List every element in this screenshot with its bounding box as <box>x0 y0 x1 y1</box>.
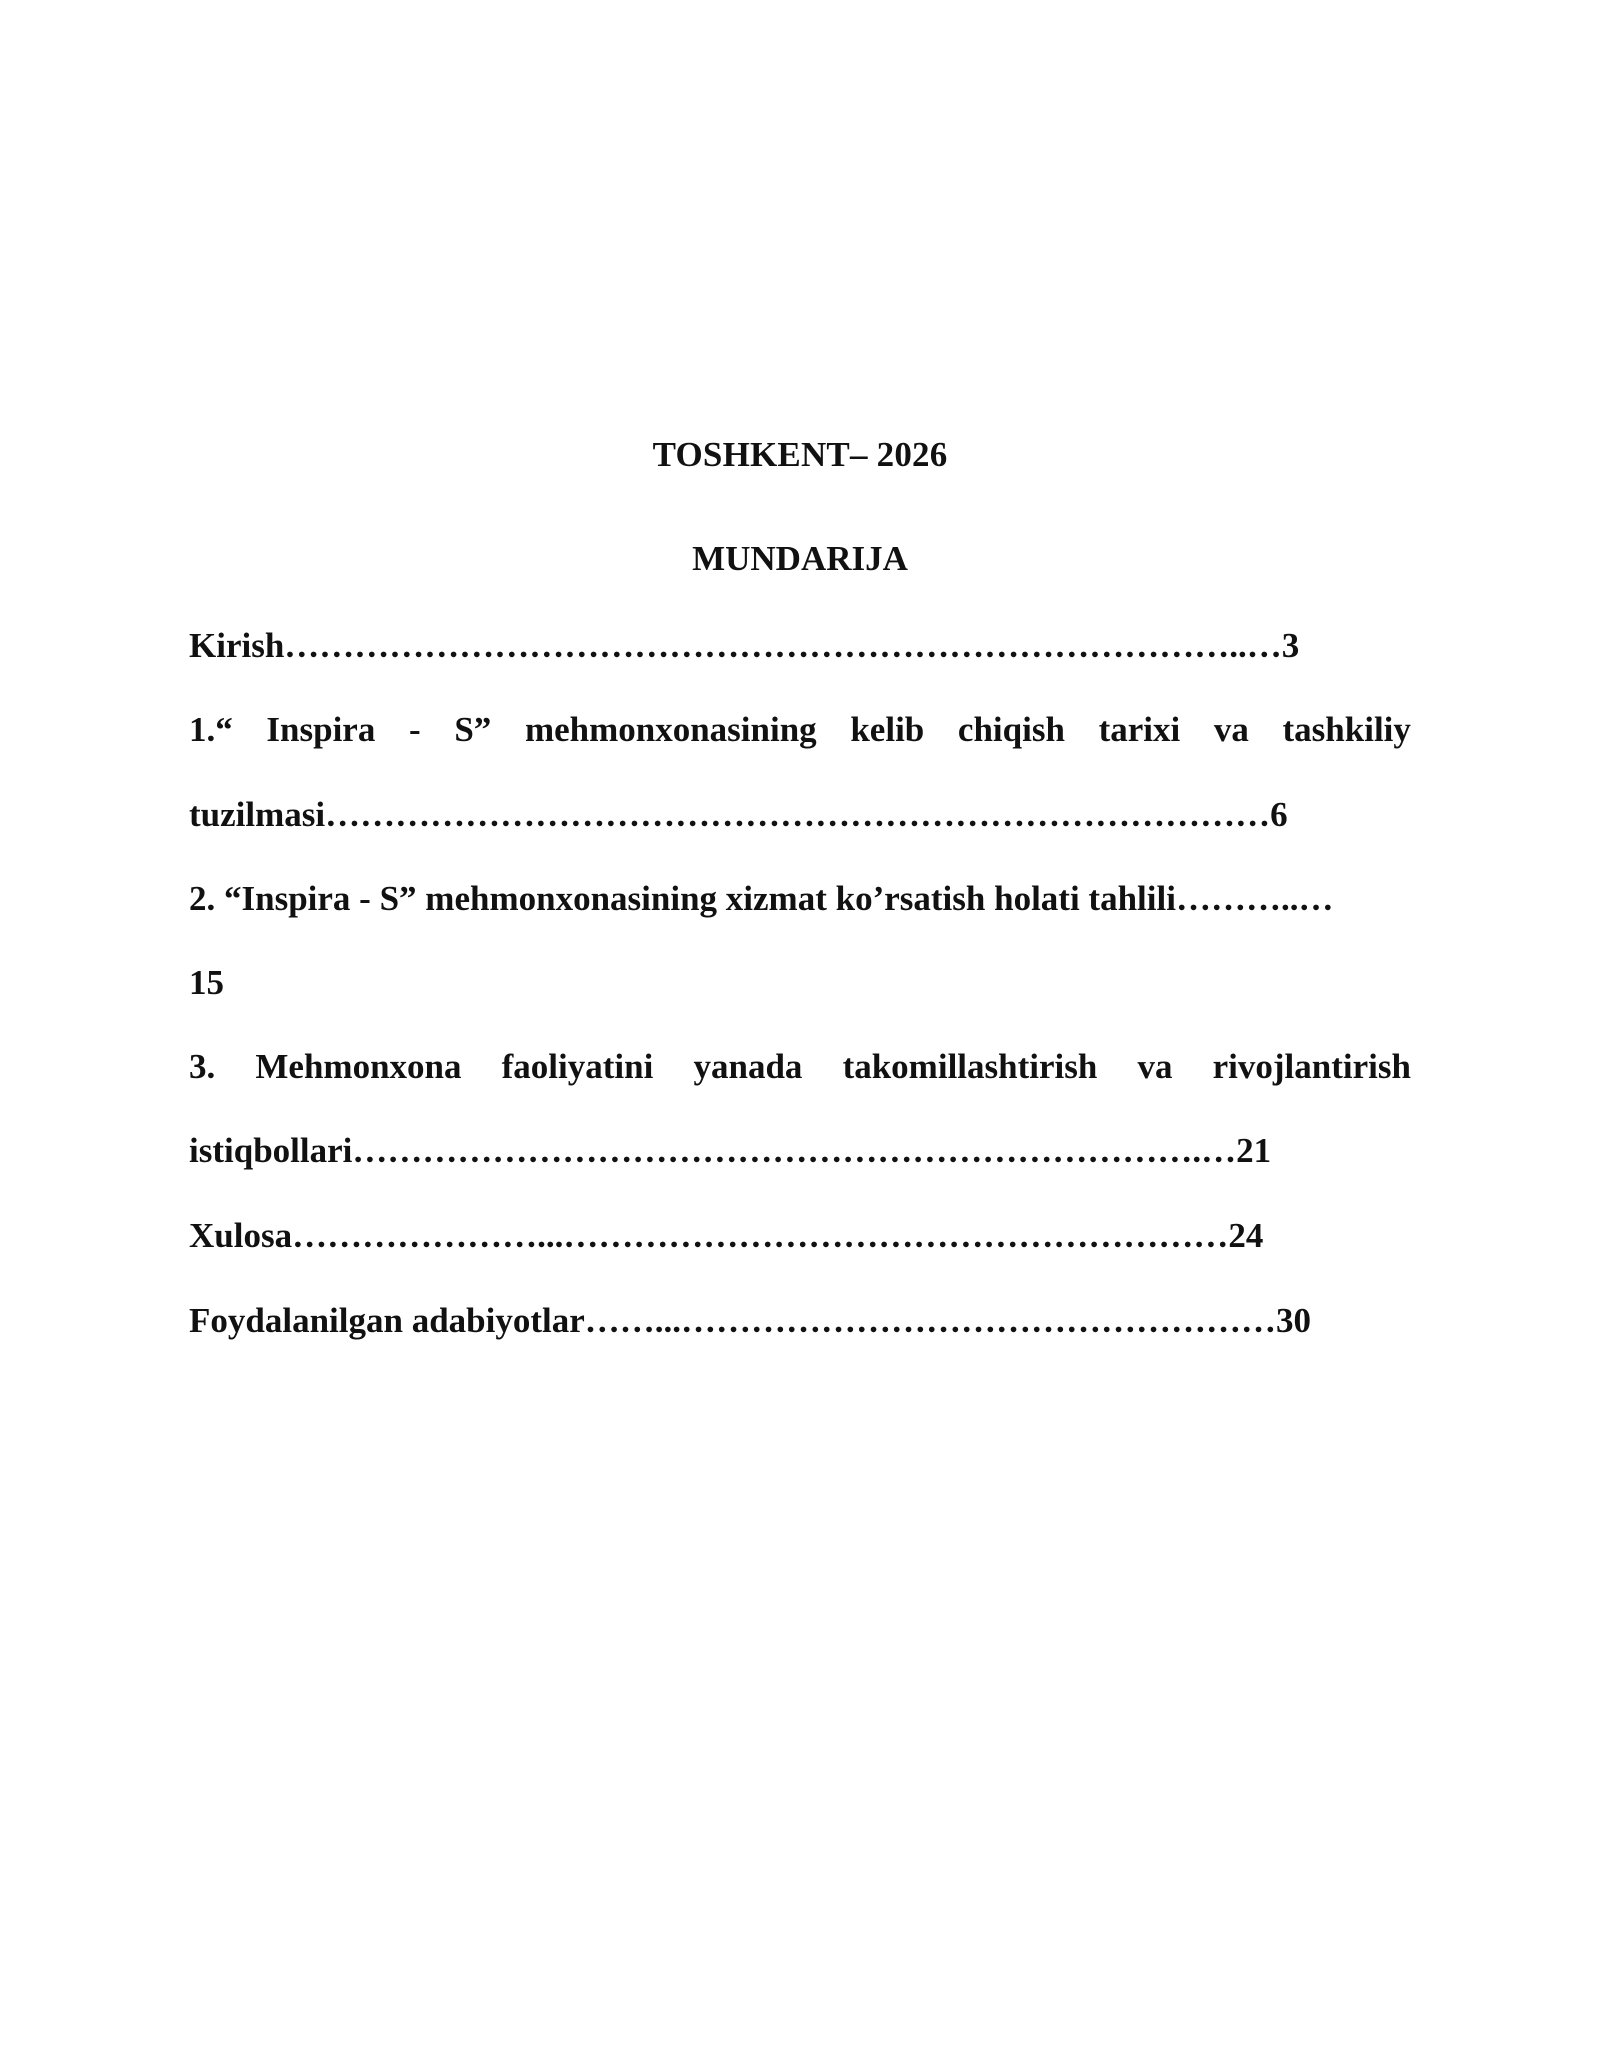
toc-word: va <box>1137 1047 1173 1086</box>
toc-word: va <box>1213 710 1249 749</box>
toc-entry-chapter-3-line-1 <box>189 1043 1411 1091</box>
toc-word: chiqish <box>957 710 1065 749</box>
toc-word: rivojlantirish <box>1212 1047 1411 1086</box>
toc-entry-chapter-2-page: 15 <box>189 963 224 1002</box>
toc-word: Inspira <box>266 710 376 749</box>
toc-word: kelib <box>850 710 925 749</box>
toc-word: Mehmonxona <box>255 1047 462 1086</box>
toc-entry-kirish: Kirish………………………………………………………………………..…3 <box>189 626 1300 665</box>
toc-entry-adabiyotlar: Foydalanilgan adabiyotlar……...……………………………………………30 <box>189 1301 1312 1340</box>
toc-word: tarixi <box>1098 710 1181 749</box>
toc-word: takomillashtirish <box>842 1047 1098 1086</box>
toc-word: tashkiliy <box>1282 710 1411 749</box>
toc-title: MUNDARIJA <box>692 539 908 578</box>
toc-word: - <box>409 710 421 749</box>
toc-word: mehmonxonasining <box>524 710 817 749</box>
toc-word: S” <box>454 710 492 749</box>
toc-entry-chapter-1-line-2: tuzilmasi………………………………………………………………………6 <box>189 795 1288 834</box>
city-year-heading: TOSHKENT– 2026 <box>652 435 948 474</box>
toc-word: 1.“ <box>189 710 233 749</box>
toc-word: yanada <box>693 1047 803 1086</box>
toc-entry-chapter-1-line-1 <box>189 706 1411 754</box>
toc-entry-xulosa: Xulosa…………………...…………………………………………………24 <box>189 1216 1264 1255</box>
toc-entry-chapter-2-line-1: 2. “Inspira - S” mehmonxonasining xizmat ko’rsatish holati tahlili………..… <box>189 879 1334 918</box>
toc-entry-chapter-3-line-2: istiqbollari……………………………………………………………….…21 <box>189 1131 1272 1170</box>
toc-word: faoliyatini <box>501 1047 654 1086</box>
toc-word: 3. <box>189 1047 216 1086</box>
